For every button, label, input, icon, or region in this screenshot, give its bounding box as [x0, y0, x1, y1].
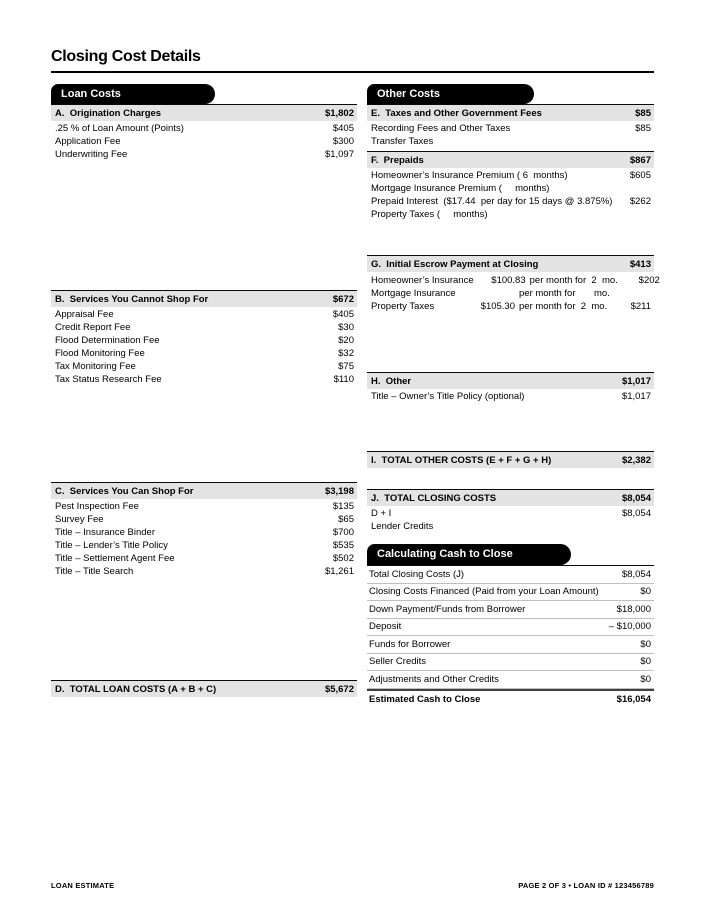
fee-amount: $700 — [332, 526, 354, 538]
fee-row — [51, 361, 357, 374]
fee-amount: $300 — [332, 135, 354, 147]
cash-label: Funds for Borrower — [369, 638, 451, 650]
fee-row — [51, 566, 357, 579]
cash-label: Total Closing Costs (J) — [369, 568, 465, 580]
fee-row — [51, 149, 357, 162]
fee-row — [367, 391, 654, 404]
cash-row — [367, 671, 654, 689]
section-f-total: $867 — [629, 154, 651, 166]
fee-label: Mortgage Insurance Premium ( months) — [371, 182, 550, 194]
fee-label: Survey Fee — [55, 513, 104, 525]
section-i-total: $2,382 — [621, 454, 651, 466]
cash-row — [367, 654, 654, 672]
cash-label: Estimated Cash to Close — [369, 694, 481, 705]
fee-amount: $605 — [629, 170, 651, 181]
section-b-header — [51, 290, 357, 307]
page-title: Closing Cost Details — [51, 48, 201, 65]
cash-amount: $0 — [640, 586, 651, 598]
fee-label: Underwriting Fee — [55, 148, 128, 160]
section-c-total: $3,198 — [324, 485, 354, 497]
fee-row — [51, 501, 357, 514]
fee-row — [367, 170, 654, 183]
fee-row — [51, 136, 357, 149]
fee-row — [367, 123, 654, 136]
fee-label: Credit Report Fee — [55, 321, 131, 333]
section-e-total: $85 — [635, 107, 651, 119]
fee-row — [367, 196, 654, 209]
escrow-row — [367, 274, 660, 287]
cash-label: Deposit — [369, 621, 402, 633]
fee-label: Application Fee — [55, 135, 121, 147]
section-a-total: $1,802 — [324, 107, 354, 119]
section-j-items — [367, 508, 654, 534]
escrow-rate: $105.30 — [480, 301, 515, 312]
fee-amount: $75 — [338, 360, 354, 372]
section-f-header — [367, 151, 654, 168]
cash-amount: $8,054 — [621, 568, 651, 580]
cash-row — [367, 619, 654, 637]
section-j-total: $8,054 — [621, 492, 651, 504]
section-i-header — [367, 451, 654, 468]
section-b-items — [51, 309, 357, 386]
section-h-title: H. Other — [371, 375, 412, 387]
cash-label: Adjustments and Other Credits — [369, 673, 499, 685]
section-b-total: $672 — [332, 293, 354, 305]
fee-amount: $211 — [630, 301, 651, 312]
section-e-items — [367, 123, 654, 149]
fee-label: Property Taxes — [371, 301, 435, 312]
escrow-detail: per month for 2 mo. — [529, 275, 618, 286]
cash-label: Closing Costs Financed (Paid from your Loan Amount) — [369, 586, 599, 598]
cash-amount: $0 — [640, 673, 651, 685]
fee-label: Mortgage Insurance — [371, 288, 456, 299]
fee-row — [51, 540, 357, 553]
fee-amount: $535 — [332, 539, 354, 551]
loan-costs-tab: Loan Costs — [51, 84, 215, 104]
cash-amount: $0 — [640, 656, 651, 668]
fee-label: Title – Title Search — [55, 565, 134, 577]
fee-label: Flood Monitoring Fee — [55, 347, 145, 359]
fee-amount: $202 — [638, 275, 660, 286]
fee-amount: $110 — [333, 373, 354, 385]
section-a-items — [51, 123, 357, 162]
fee-label: Homeowner’s Insurance — [371, 275, 474, 286]
cash-row — [367, 636, 654, 654]
section-b-title: B. Services You Cannot Shop For — [55, 293, 209, 305]
fee-row — [51, 514, 357, 527]
fee-label: Title – Owner’s Title Policy (optional) — [371, 391, 525, 402]
fee-row — [51, 123, 357, 136]
section-c-title: C. Services You Can Shop For — [55, 485, 194, 497]
escrow-rate: $100.83 — [491, 275, 526, 286]
fee-amount: $262 — [629, 195, 651, 207]
fee-row — [51, 322, 357, 335]
fee-amount: $8,054 — [621, 508, 651, 519]
fee-label: Transfer Taxes — [371, 135, 434, 147]
title-rule — [51, 71, 654, 73]
fee-amount: $1,097 — [324, 148, 354, 160]
escrow-row — [367, 287, 654, 300]
fee-amount: $85 — [635, 123, 651, 134]
cash-row — [367, 566, 654, 584]
escrow-detail: per month for mo. — [519, 288, 610, 299]
section-h-header — [367, 372, 654, 389]
cash-label: Seller Credits — [369, 656, 427, 668]
fee-label: Homeowner’s Insurance Premium ( 6 months) — [371, 170, 568, 181]
footer-page-loan-id: PAGE 2 OF 3 • LOAN ID # 123456789 — [518, 881, 654, 890]
fee-row — [367, 209, 654, 222]
fee-amount: $405 — [332, 123, 354, 134]
section-f-items — [367, 170, 654, 222]
fee-amount: $32 — [338, 347, 354, 359]
section-h-total: $1,017 — [621, 375, 651, 387]
cash-amount: – $10,000 — [608, 621, 651, 633]
section-c-header — [51, 482, 357, 499]
fee-row — [367, 508, 654, 521]
section-h-items — [367, 391, 654, 404]
fee-label: Appraisal Fee — [55, 309, 114, 320]
fee-row — [51, 348, 357, 361]
fee-row — [367, 183, 654, 196]
fee-amount — [610, 287, 652, 300]
fee-amount: $65 — [338, 513, 354, 525]
section-d-title: D. TOTAL LOAN COSTS (A + B + C) — [55, 683, 217, 695]
section-g-header — [367, 255, 654, 272]
section-d-header — [51, 680, 357, 697]
fee-amount: $30 — [338, 321, 354, 333]
fee-label: Recording Fees and Other Taxes — [371, 123, 511, 134]
fee-label: D + I — [371, 508, 392, 519]
section-j-title: J. TOTAL CLOSING COSTS — [371, 492, 497, 504]
fee-amount: $405 — [332, 309, 354, 320]
estimated-cash-to-close-row — [367, 689, 654, 709]
section-d-total: $5,672 — [324, 683, 354, 695]
fee-label: Title – Lender’s Title Policy — [55, 539, 168, 551]
section-g-total: $413 — [629, 258, 651, 270]
section-g-items — [367, 274, 660, 313]
cash-amount: $18,000 — [616, 603, 651, 615]
escrow-detail: per month for 2 mo. — [519, 301, 608, 312]
section-a-title: A. Origination Charges — [55, 107, 162, 119]
fee-amount: $502 — [332, 552, 354, 564]
fee-label: Property Taxes ( months) — [371, 208, 488, 220]
fee-label: Title – Insurance Binder — [55, 526, 155, 538]
fee-row — [51, 335, 357, 348]
section-e-header — [367, 104, 654, 121]
cash-row — [367, 584, 654, 602]
fee-row — [51, 374, 357, 387]
section-g-title: G. Initial Escrow Payment at Closing — [371, 258, 539, 270]
footer-form-name: LOAN ESTIMATE — [51, 881, 115, 890]
fee-label: Pest Inspection Fee — [55, 501, 139, 512]
escrow-row — [367, 300, 654, 313]
fee-row — [367, 521, 654, 534]
calculating-cash-to-close-tab: Calculating Cash to Close — [367, 544, 571, 565]
cash-to-close-table — [367, 565, 654, 709]
fee-label: .25 % of Loan Amount (Points) — [55, 123, 184, 134]
fee-label: Lender Credits — [371, 520, 434, 532]
section-a-header — [51, 104, 357, 121]
fee-label: Prepaid Interest ($17.44 per day for 15 days @ 3.875%) — [371, 195, 613, 207]
fee-row — [367, 136, 654, 149]
fee-amount: $1,261 — [324, 565, 354, 577]
section-j-header — [367, 489, 654, 506]
cash-row — [367, 601, 654, 619]
fee-row — [51, 309, 357, 322]
fee-row — [51, 527, 357, 540]
fee-row — [51, 553, 357, 566]
other-costs-tab: Other Costs — [367, 84, 534, 104]
section-f-title: F. Prepaids — [371, 154, 424, 166]
section-i-title: I. TOTAL OTHER COSTS (E + F + G + H) — [371, 454, 552, 466]
escrow-rate — [463, 287, 515, 300]
section-e-title: E. Taxes and Other Government Fees — [371, 107, 542, 119]
fee-label: Title – Settlement Agent Fee — [55, 552, 175, 564]
cash-amount: $16,054 — [616, 694, 651, 705]
fee-amount: $20 — [338, 334, 354, 346]
fee-label: Tax Monitoring Fee — [55, 360, 136, 372]
cash-label: Down Payment/Funds from Borrower — [369, 603, 526, 615]
cash-amount: $0 — [640, 638, 651, 650]
section-c-items — [51, 501, 357, 578]
fee-label: Flood Determination Fee — [55, 334, 160, 346]
fee-amount: $1,017 — [621, 391, 651, 402]
fee-amount: $135 — [332, 501, 354, 512]
fee-label: Tax Status Research Fee — [55, 373, 162, 385]
